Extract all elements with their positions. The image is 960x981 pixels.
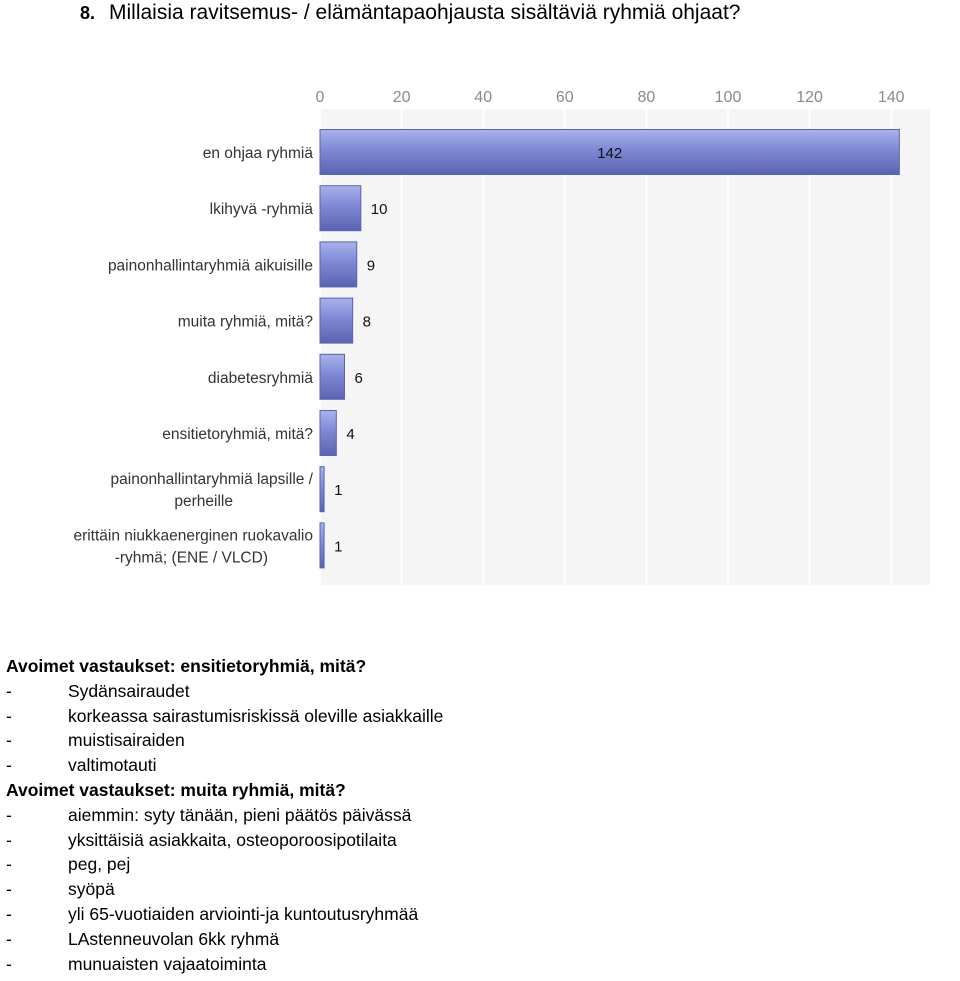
answer-text: Sydänsairaudet bbox=[68, 680, 190, 701]
bullet-dash: - bbox=[6, 804, 12, 825]
category-label: diabetesryhmiä bbox=[207, 369, 313, 387]
answer-item bbox=[6, 852, 443, 877]
x-tick-label: 120 bbox=[796, 89, 823, 106]
category-label: ensitietoryhmiä, mitä? bbox=[162, 426, 313, 443]
category-label: perheille bbox=[174, 493, 233, 511]
bar-value-label: 142 bbox=[597, 145, 623, 162]
bullet-dash: - bbox=[6, 903, 12, 924]
answer-item bbox=[6, 679, 443, 704]
answer-text: muistisairaiden bbox=[68, 730, 185, 751]
answer-item bbox=[6, 952, 443, 977]
category-label: lkihyvä -ryhmiä bbox=[209, 201, 313, 219]
bar-value-label: 9 bbox=[366, 257, 376, 275]
category-label: erittäin niukkaenerginen ruokavalio bbox=[73, 527, 313, 545]
bar bbox=[320, 186, 361, 231]
x-tick-label: 40 bbox=[474, 89, 493, 106]
category-label: -ryhmä; (ENE / VLCD) bbox=[114, 549, 268, 567]
answer-item bbox=[6, 828, 443, 853]
answer-text: yksittäisiä asiakkaita, osteoporoosipotilaita bbox=[68, 829, 397, 850]
bar bbox=[320, 354, 344, 399]
bar-value-label: 10 bbox=[370, 201, 388, 219]
bullet-dash: - bbox=[6, 928, 12, 949]
x-tick-label: 60 bbox=[555, 89, 574, 106]
bullet-dash: - bbox=[6, 953, 12, 974]
answers-heading: Avoimet vastaukset: muita ryhmiä, mitä? bbox=[6, 779, 346, 800]
bullet-dash: - bbox=[6, 705, 12, 726]
question-text: Millaisia ravitsemus- / elämäntapaohjausta sisältäviä ryhmiä ohjaat? bbox=[109, 1, 741, 24]
category-label: painonhallintaryhmiä lapsille / bbox=[110, 471, 313, 489]
answer-item bbox=[6, 803, 443, 828]
x-tick-label: 140 bbox=[877, 89, 905, 106]
x-tick-label: 100 bbox=[714, 89, 742, 106]
bullet-dash: - bbox=[6, 879, 12, 900]
x-tick-label: 20 bbox=[392, 89, 411, 106]
answer-text: peg, pej bbox=[68, 854, 131, 875]
answer-text: munuaisten vajaatoiminta bbox=[68, 953, 267, 974]
bullet-dash: - bbox=[6, 680, 12, 701]
answer-text: yli 65-vuotiaiden arviointi-ja kuntoutusryhmää bbox=[68, 903, 419, 924]
answer-item bbox=[6, 902, 443, 927]
bar bbox=[320, 411, 336, 456]
bullet-dash: - bbox=[6, 854, 12, 875]
answer-text: aiemmin: syty tänään, pieni päätös päivässä bbox=[68, 804, 412, 825]
bar bbox=[320, 242, 357, 287]
bullet-dash: - bbox=[6, 730, 12, 751]
category-label: en ohjaa ryhmiä bbox=[202, 145, 313, 162]
category-label: muita ryhmiä, mitä? bbox=[177, 313, 313, 331]
answer-item bbox=[6, 753, 443, 778]
bullet-dash: - bbox=[6, 755, 12, 776]
bar-value-label: 4 bbox=[346, 426, 355, 443]
bar-value-label: 1 bbox=[334, 482, 343, 500]
bar bbox=[320, 523, 324, 568]
answer-text: valtimotauti bbox=[68, 755, 157, 776]
answer-item bbox=[6, 728, 443, 753]
open-answers bbox=[6, 654, 443, 976]
answer-text: syöpä bbox=[68, 879, 115, 900]
x-tick-label: 0 bbox=[315, 89, 325, 106]
bar-value-label: 1 bbox=[334, 538, 343, 556]
bar-value-label: 6 bbox=[354, 369, 363, 387]
bar bbox=[320, 467, 324, 512]
bar-value-label: 8 bbox=[362, 313, 371, 331]
plot-area bbox=[320, 109, 930, 585]
answer-item bbox=[6, 877, 443, 902]
x-tick-label: 80 bbox=[637, 89, 656, 106]
question-number: 8. bbox=[80, 3, 96, 23]
category-label: painonhallintaryhmiä aikuisille bbox=[107, 257, 313, 275]
bar bbox=[320, 298, 353, 343]
answer-item bbox=[6, 704, 443, 729]
answer-text: LAstenneuvolan 6kk ryhmä bbox=[68, 928, 280, 949]
answer-text: korkeassa sairastumisriskissä oleville asiakkaille bbox=[68, 705, 444, 726]
bar-chart bbox=[0, 80, 960, 600]
question-title bbox=[80, 0, 740, 26]
bullet-dash: - bbox=[6, 829, 12, 850]
answer-item bbox=[6, 927, 443, 952]
answers-heading: Avoimet vastaukset: ensitietoryhmiä, mitä? bbox=[6, 656, 367, 676]
